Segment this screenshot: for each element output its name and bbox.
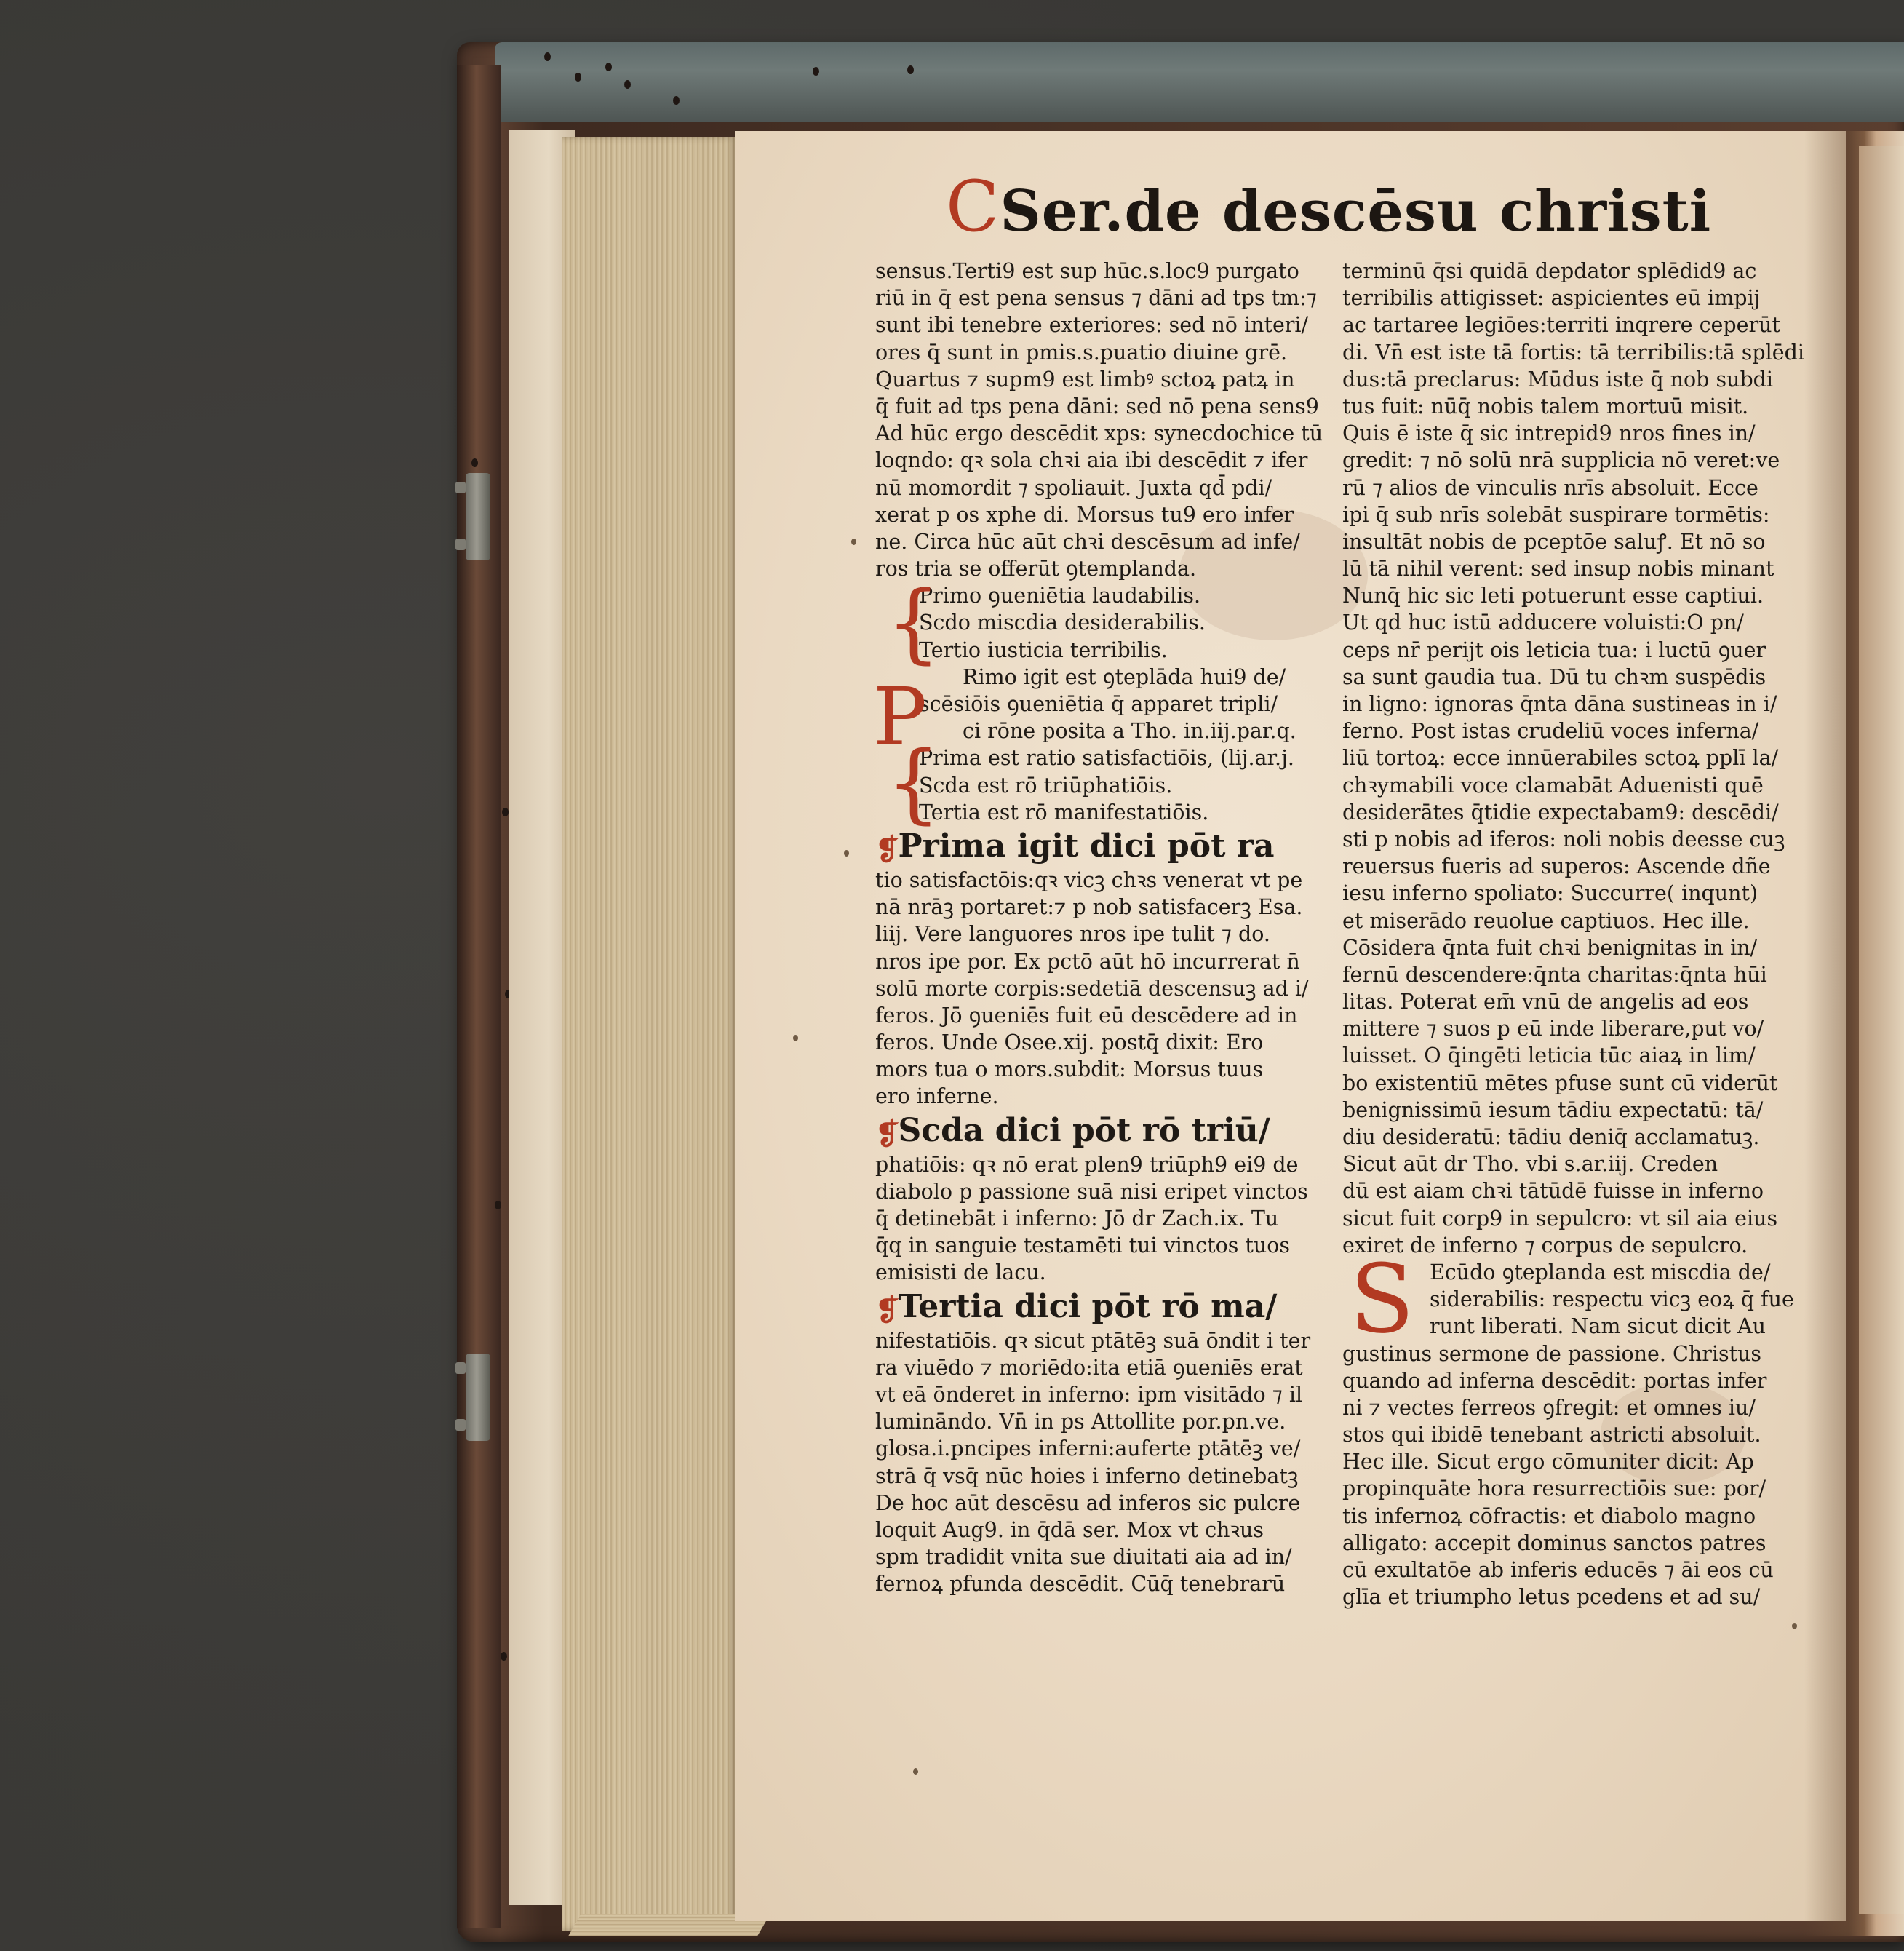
text-line: dū est aiam chꝛi tātūdē fuisse in inferno — [1342, 1179, 1764, 1204]
cover-top-board — [495, 42, 1904, 122]
text-line: Quis ē iste q̄ sic intrepid9 nros fines in/ — [1342, 421, 1756, 446]
worm-hole — [471, 458, 478, 467]
worm-hole — [907, 65, 914, 74]
text-line: dus:tā preclarus: Mūdus iste q̄ nob subdi — [1342, 367, 1774, 392]
text-line: gredit: ⁊ nō solū nrā supplicia nō veret:ve — [1342, 448, 1780, 473]
worm-hole — [502, 808, 509, 816]
text-line: runt liberati. Nam sicut dicit Au — [1430, 1314, 1766, 1339]
text-line: ipi q̄ sub nrīs solebāt suspirare tormētis: — [1342, 502, 1770, 527]
paragraph-mark: ❡ — [875, 1292, 900, 1327]
text-line: vt eā ōnderet in inferno: ipm visitādo ⁊ il — [875, 1382, 1303, 1407]
text-line: phatiōis: qꝛ nō erat plen9 triūph9 ei9 de — [875, 1152, 1299, 1177]
text-line: gustinus sermone de passione. Christus — [1342, 1341, 1761, 1366]
text-line: feros. Unde Osee.xij. postq̄ dixit: Ero — [875, 1030, 1264, 1055]
text-line: insultāt nobis de pceptōe saluꝭ. Et nō so — [1342, 529, 1766, 554]
text-line: diabolo p passione suā nisi eripet vinctos — [875, 1179, 1308, 1204]
text-line: terribilis attigisset: aspicientes eū impij — [1342, 286, 1761, 311]
text-line: riū in q̄ est pena sensus ⁊ dāni ad tps tm:⁊ — [875, 286, 1317, 311]
text-line: scēsiōis ꝯueniētia q̄ apparet tripli/ — [919, 692, 1278, 716]
text-line: ra viuēdo ⁊ moriēdo:ita etiā ꝯueniēs erat — [875, 1355, 1303, 1380]
text-line: tis infernoꝝ cōfractis: et diabolo magno — [1342, 1503, 1756, 1528]
text-line: sicut fuit corp9 in sepulcro: vt sil aia eius — [1342, 1206, 1778, 1231]
text-line: sunt ibi tenebre exteriores: sed nō interi/ — [875, 313, 1309, 338]
rubric-bracket: { — [886, 572, 941, 672]
text-line: di. Vn̄ est iste tā fortis: tā terribilis:tā splēdi — [1342, 340, 1805, 365]
prick-mark — [913, 1768, 918, 1775]
text-line: liū tortoꝝ: ecce innūerabiles sctoꝝ pplī la/ — [1342, 746, 1779, 771]
text-line: siderabilis: respectu vicꝫ eoꝝ q̄ fue — [1430, 1287, 1794, 1312]
text-line: lū tā nihil verent: sed insup nobis minant — [1342, 557, 1774, 581]
text-line: ci rōne posita a Tho. in.iij.par.q. — [963, 719, 1296, 744]
text-line: luisset. O q̄ingēti leticia tūc aiaꝝ in lim/ — [1342, 1044, 1756, 1068]
text-line: nros ipe por. Ex pctō aūt hō incurrerat n̄ — [875, 949, 1300, 974]
text-line: alligato: accepit dominus sanctos patres — [1342, 1530, 1766, 1555]
text-line: chꝛymabili voce clamabāt Aduenisti quē — [1342, 773, 1764, 798]
text-line: ros tria se offerūt ꝯtemplanda. — [875, 557, 1197, 581]
page-stack — [562, 137, 736, 1931]
text-line: Cōsidera q̄nta fuit chꝛi benignitas in in/ — [1342, 935, 1758, 960]
text-line: mors tua o mors.subdit: Morsus tuus — [875, 1057, 1264, 1082]
text-line: nā nrāꝫ portaret:⁊ p nob satisfacerꝫ Esa. — [875, 895, 1303, 920]
text-line: ne. Circa hūc aūt chꝛi descēsum ad infe/ — [875, 529, 1300, 554]
worm-hole — [495, 1201, 501, 1209]
text-line: ac tartaree legiōes:territi inqrere ceperūt — [1342, 313, 1780, 338]
text-line: ores q̄ sunt in pmis.s.puatio diuine grē. — [875, 340, 1288, 365]
text-line: Tertio iusticia terribilis. — [919, 637, 1168, 662]
paragraph-mark: ❡ — [875, 832, 900, 867]
text-line: Hec ille. Sicut ergo cōmuniter dicit: Ap — [1342, 1450, 1754, 1474]
worm-hole — [544, 52, 551, 61]
heading-text: Ser.de descēsu christi — [1000, 178, 1712, 245]
text-line: exiret de inferno ⁊ corpus de sepulcro. — [1342, 1233, 1748, 1257]
text-line: quando ad inferna descēdit: portas infer — [1342, 1368, 1767, 1393]
text-line: emisisti de lacu. — [875, 1260, 1046, 1285]
worm-hole — [501, 1652, 507, 1661]
text-line: feros. Jō ꝯueniēs fuit eū descēdere ad in — [875, 1003, 1298, 1028]
text-line: fernū descendere:q̄nta charitas:q̄nta hūi — [1342, 962, 1767, 987]
text-line: loquit Aug9. in q̄dā ser. Mox vt chꝛus — [875, 1517, 1264, 1542]
text-line: tus fuit: nūq̄ nobis talem mortuū misit. — [1342, 394, 1749, 418]
prick-mark — [1792, 1623, 1797, 1629]
prick-mark — [851, 539, 856, 545]
text-line: mittere ⁊ suos p eū inde liberare,put vo/ — [1342, 1017, 1764, 1041]
worm-hole — [624, 80, 631, 89]
text-line: sti p nobis ad iferos: noli nobis deesse cuꝫ — [1342, 827, 1785, 851]
worm-hole — [605, 63, 612, 71]
text-line: Rimo igit est ꝯteplāda hui9 de/ — [963, 664, 1286, 689]
text-line: Ad hūc ergo descēdit xps: synecdochice tū — [875, 421, 1323, 446]
heading-initial: C — [946, 166, 1000, 247]
text-line: Scdo miscdia desiderabilis. — [919, 611, 1206, 635]
text-line: lumināndo. Vn̄ in ps Attollite por.pn.ve. — [875, 1410, 1286, 1434]
text-line: diu desideratū: tādiu deniq̄ acclamatuꝫ. — [1342, 1125, 1760, 1149]
worm-hole — [575, 73, 581, 82]
text-line: Scda est rō triūphatiōis. — [919, 773, 1173, 798]
text-line: Ecūdo ꝯteplanda est miscdia de/ — [1430, 1260, 1771, 1284]
facing-page-edge — [1859, 146, 1904, 1914]
text-line: Nunq̄ hic sic leti potuerunt esse captiui. — [1342, 584, 1764, 608]
text-line: strā q̄ vsq̄ nūc hoies i inferno detinebatꝫ — [875, 1463, 1299, 1488]
text-line: Primo ꝯueniētia laudabilis. — [919, 584, 1201, 608]
running-heading — [946, 166, 1711, 246]
text-line: et miserādo reuolue captiuos. Hec ille. — [1342, 908, 1750, 933]
text-line: xerat p os xphe di. Morsus tu9 ero infer — [875, 502, 1294, 527]
text-line: spm tradidit vnita sue diuitati aia ad in/ — [875, 1545, 1292, 1570]
text-line: iesu inferno spoliato: Succurre( inqunt) — [1342, 881, 1758, 906]
text-line: Ut qd huc istū adducere voluisti:O pn/ — [1342, 611, 1744, 635]
text-line: nifestatiōis. qꝛ sicut ptātēꝫ suā ōndit i ter — [875, 1328, 1311, 1353]
text-line: ferno. Post istas crudeliū voces inferna/ — [1342, 719, 1759, 744]
text-line: q̄ fuit ad tps pena dāni: sed nō pena sens9 — [875, 394, 1319, 418]
worm-hole — [813, 67, 819, 76]
drop-initial-p: P — [873, 670, 928, 763]
text-line: glīa et triumpho letus pcedens et ad su/ — [1342, 1585, 1761, 1610]
section-heading: ❡Scda dici pōt rō triū/ — [875, 1111, 1270, 1151]
text-line: nū momordit ⁊ spoliauit. Juxta qd̄ pdi/ — [875, 475, 1272, 500]
text-line: desiderātes q̄tidie expectabam9: descēdi/ — [1342, 800, 1779, 824]
cover-edge — [457, 65, 501, 1928]
text-line: Quartus ⁊ supm9 est limbꝰ sctoꝝ patꝝ in — [875, 367, 1295, 392]
text-line: liij. Vere languores nros ipe tulit ⁊ do. — [875, 922, 1270, 947]
left-column — [875, 258, 1341, 1597]
text-line: rū ⁊ alios de vinculis nrīs absoluit. Ecce — [1342, 475, 1758, 500]
text-line: Sicut aūt dr Tho. vbi s.ar.iij. Creden — [1342, 1152, 1718, 1177]
text-line: tio satisfactōis:qꝛ vicꝫ chꝛs venerat vt pe — [875, 867, 1303, 892]
text-line: fernoꝝ pfunda descēdit. Cūq̄ tenebrarū — [875, 1572, 1286, 1597]
prick-mark — [793, 1035, 798, 1041]
right-column — [1342, 258, 1808, 1610]
section-heading: ❡Prima igit dici pōt ra — [875, 827, 1275, 867]
text-line: propinquāte hora resurrectiōis sue: por/ — [1342, 1477, 1766, 1501]
drop-initial-s: S — [1350, 1244, 1415, 1354]
text-line: q̄q in sanguie testamēti tui vinctos tuos — [875, 1233, 1290, 1258]
worm-hole — [673, 96, 680, 105]
rubric-bracket: { — [886, 732, 941, 833]
text-line: in ligno: ignoras q̄nta dāna sustineas in i/ — [1342, 692, 1777, 716]
text-line: reuersus fueris ad superos: Ascende dñe — [1342, 854, 1771, 879]
prick-mark — [844, 850, 849, 857]
text-line: solū morte corpis:sedetiā descensuꝫ ad i/ — [875, 976, 1309, 1001]
text-line: Tertia est rō manifestatiōis. — [919, 800, 1209, 824]
text-line: ero inferne. — [875, 1084, 999, 1109]
book-clasp — [466, 1354, 490, 1441]
text-line: cū exultatōe ab inferis educēs ⁊ āi eos cū — [1342, 1558, 1774, 1582]
text-line: bo existentiū mētes pfuse sunt cū viderūt — [1342, 1070, 1778, 1095]
text-line: De hoc aūt descēsu ad inferos sic pulcre — [875, 1490, 1301, 1515]
text-line: ni ⁊ vectes ferreos ꝯfregit: et omnes iu/ — [1342, 1395, 1756, 1420]
text-line: stos qui ibidē tenebant astricti absoluit. — [1342, 1423, 1761, 1447]
text-line: loqndo: qꝛ sola chꝛi aia ibi descēdit ⁊ ifer — [875, 448, 1308, 473]
text-line: sensus.Terti9 est sup hūc.s.loc9 purgato — [875, 259, 1299, 283]
text-line: terminū q̄si quidā depdator splēdid9 ac — [1342, 259, 1757, 283]
text-line: ceps nr̄ perijt ois leticia tua: i luctū ꝯuer — [1342, 637, 1766, 662]
text-line: glosa.i.pncipes inferni:auferte ptātēꝫ ve/ — [875, 1437, 1301, 1461]
text-line: benignissimū iesum tādiu expectatū: tā/ — [1342, 1097, 1764, 1122]
book-clasp — [466, 473, 490, 560]
section-heading: ❡Tertia dici pōt rō ma/ — [875, 1287, 1278, 1327]
text-line: sa sunt gaudia tua. Dū tu chꝛm suspēdis — [1342, 664, 1766, 689]
text-line: Prima est ratio satisfactiōis, (lij.ar.j. — [919, 746, 1294, 771]
text-line: q̄ detinebāt i inferno: Jō dr Zach.ix. Tu — [875, 1207, 1279, 1231]
text-line: litas. Poterat em̄ vnū de angelis ad eos — [1342, 990, 1749, 1014]
paragraph-mark: ❡ — [875, 1116, 900, 1151]
